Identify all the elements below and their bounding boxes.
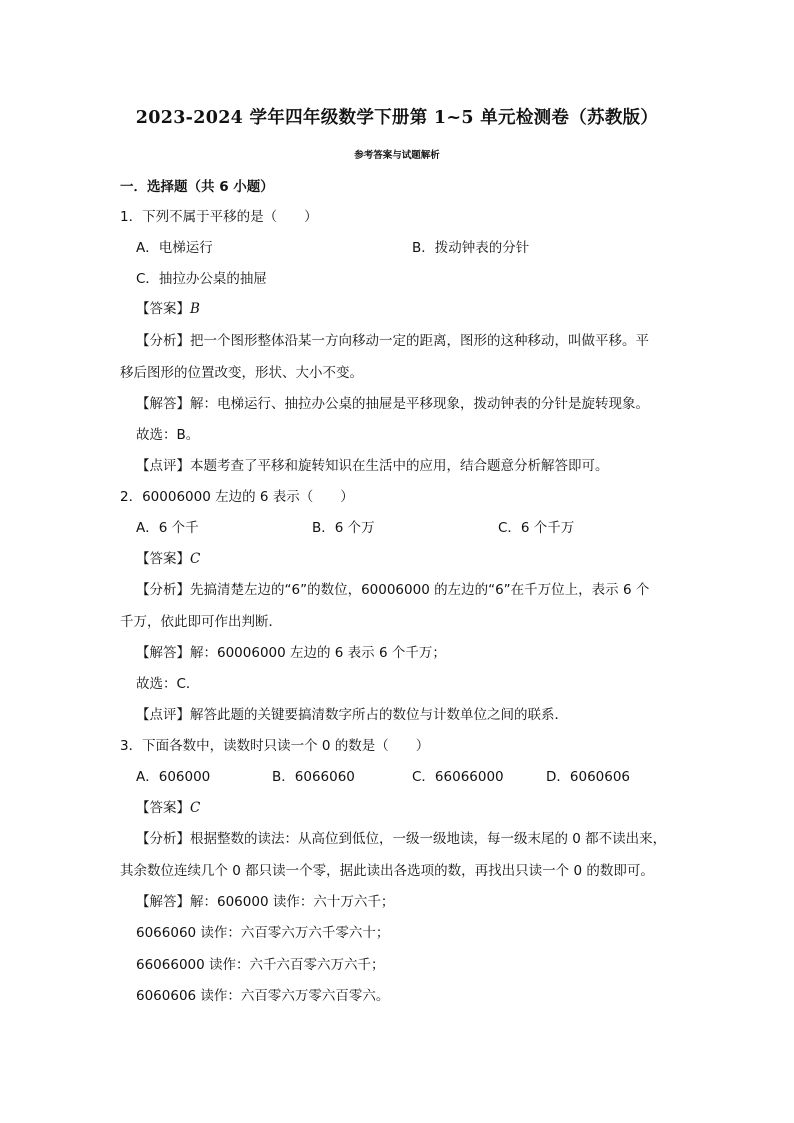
q1-option-b: B．拨动钟表的分针: [412, 240, 530, 256]
q1-option-c: C．抽拉办公桌的抽屉: [136, 271, 267, 287]
q1-option-a: A．电梯运行: [136, 240, 213, 256]
q3-answer: [136, 798, 696, 818]
q3-stem: 3．下面各数中，读数时只读一个 0 的数是（ ）: [120, 738, 430, 754]
answer-label: 【答案】: [136, 551, 190, 567]
q1-solution: 【解答】解：电梯运行、抽拉办公桌的抽屉是平移现象，拨动钟表的分针是旋转现象。: [136, 396, 649, 412]
q3-solution-line-2: 6066060 读作：六百零六万六千零六十；: [136, 925, 390, 941]
section-heading: 一．选择题（共 6 小题）: [120, 179, 274, 195]
q1-stem: 1．下列不属于平移的是（ ）: [120, 209, 318, 225]
answer-letter: C: [190, 800, 201, 816]
q3-analysis-line-2: 其余数位连续几个 0 都只读一个零，据此读出各选项的数，再找出只读一个 0 的数即可。: [120, 863, 654, 879]
q3-solution-line-1: 【解答】解：606000 读作：六十万六千；: [136, 894, 395, 910]
q2-comment: 【点评】解答此题的关键要搞清数字所占的数位与计数单位之间的联系．: [136, 707, 568, 723]
q2-answer: [136, 549, 696, 569]
q2-analysis-line-1: 【分析】先搞清楚左边的“6”的数位，60006000 的左边的“6”在千万位上，表示 6 个: [136, 582, 650, 598]
document-subtitle: 参考答案与试题解析: [354, 150, 440, 161]
q2-option-a: A．6 个千: [136, 520, 199, 536]
q1-answer: [136, 299, 696, 319]
q1-analysis-line-2: 移后图形的位置改变，形状、大小不变。: [120, 365, 363, 381]
q1-analysis-line-1: 【分析】把一个图形整体沿某一方向移动一定的距离，图形的这种移动，叫做平移。平: [136, 333, 649, 349]
q3-option-c: C．66066000: [412, 769, 504, 785]
q3-option-b: B．6066060: [272, 769, 355, 785]
q2-solution: 【解答】解：60006000 左边的 6 表示 6 个千万；: [136, 645, 446, 661]
q2-option-b: B．6 个万: [312, 520, 375, 536]
q1-choice: 故选：B。: [136, 427, 200, 443]
q2-choice: 故选：C．: [136, 676, 200, 692]
answer-label: 【答案】: [136, 800, 190, 816]
q3-analysis-line-1: 【分析】根据整数的读法：从高位到低位，一级一级地读，每一级末尾的 0 都不读出来，: [136, 831, 667, 847]
q2-analysis-line-2: 千万，依此即可作出判断．: [120, 614, 282, 630]
answer-label: 【答案】: [136, 301, 190, 317]
q3-option-d: D．6060606: [546, 769, 631, 785]
q3-solution-line-4: 6060606 读作：六百零六万零六百零六。: [136, 988, 390, 1004]
q3-option-a: A．606000: [136, 769, 211, 785]
answer-letter: C: [190, 551, 201, 567]
q1-comment: 【点评】本题考查了平移和旋转知识在生活中的应用，结合题意分析解答即可。: [136, 458, 609, 474]
answer-letter: B: [190, 301, 200, 317]
document-title: 2023-2024 学年四年级数学下册第 1~5 单元检测卷（苏教版）: [135, 108, 659, 128]
q3-solution-line-3: 66066000 读作：六千六百零六万六千；: [136, 957, 385, 973]
q2-option-c: C．6 个千万: [498, 520, 575, 536]
q2-stem: 2．60006000 左边的 6 表示（ ）: [120, 489, 354, 505]
